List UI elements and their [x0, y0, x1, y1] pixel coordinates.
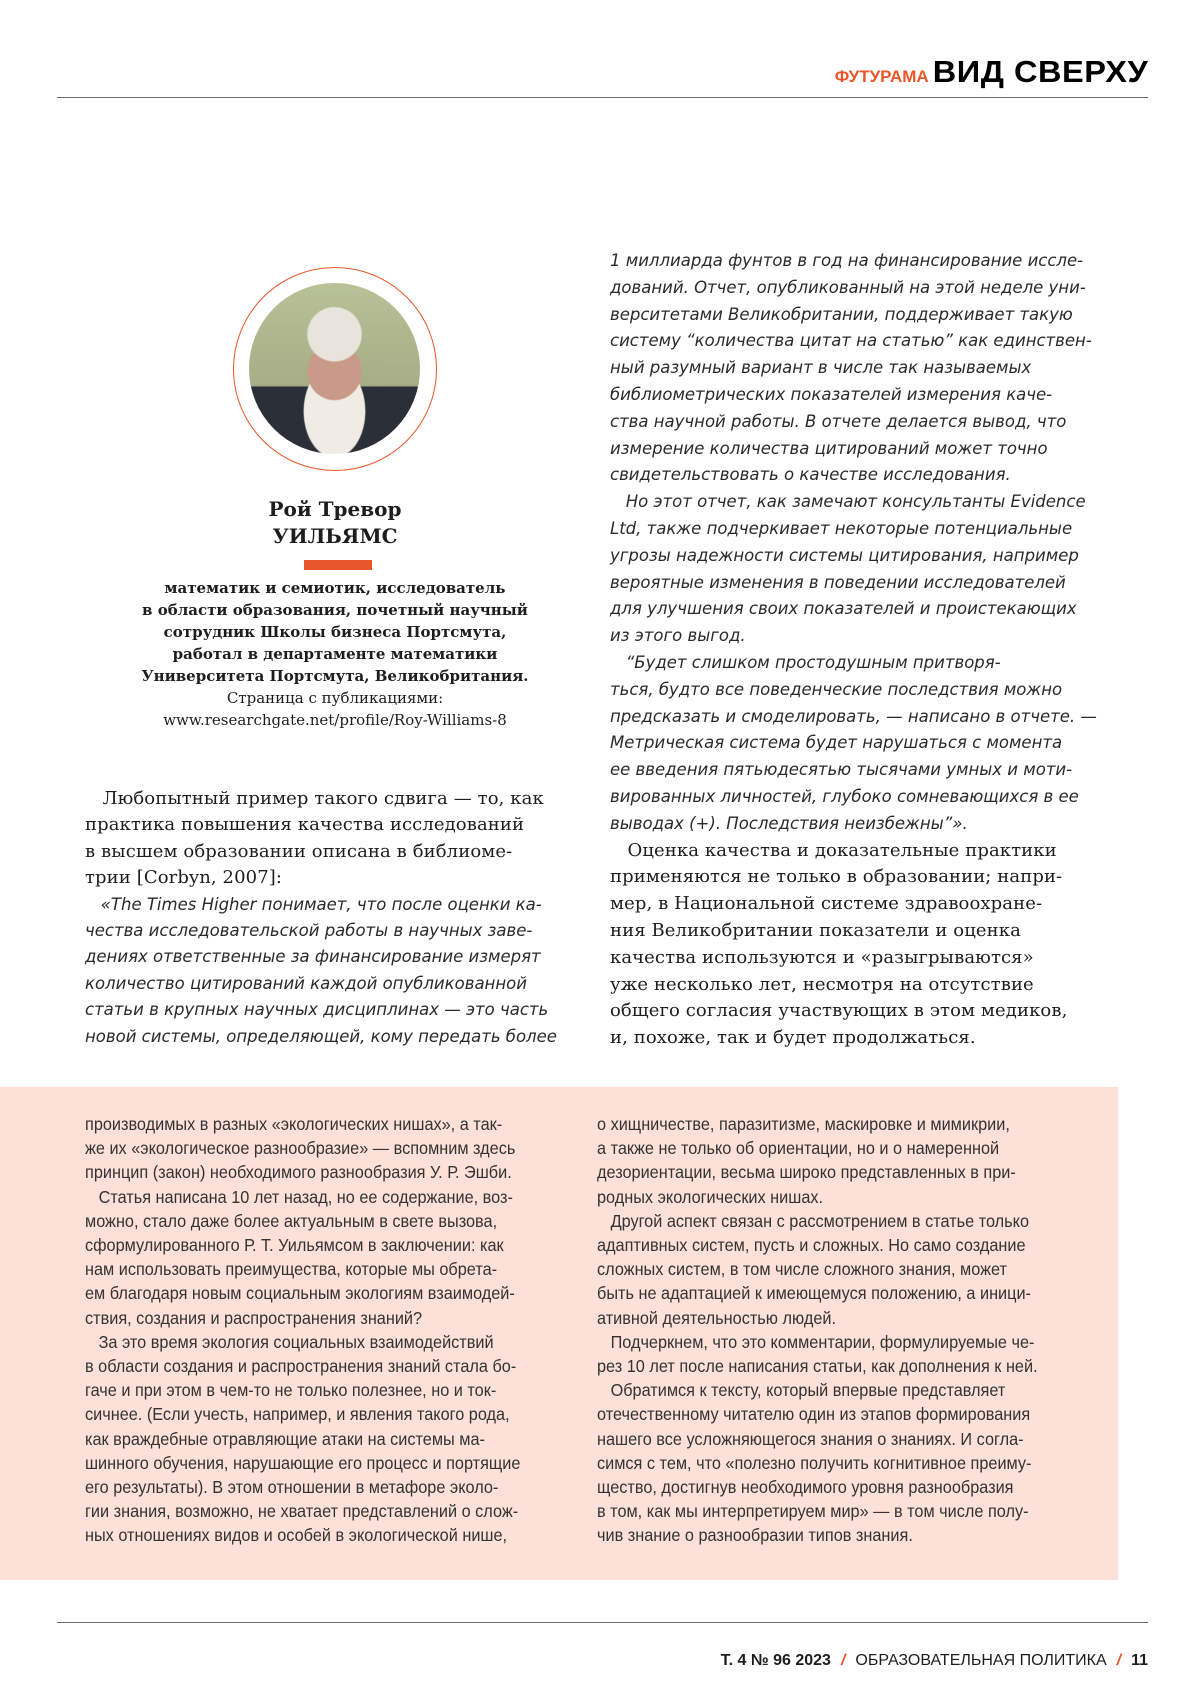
journal-name: ОБРАЗОВАТЕЛЬНАЯ ПОЛИТИКА — [855, 1652, 1106, 1670]
text-line: можно, стало даже более актуальным в свете вызова, — [85, 1209, 520, 1233]
text-line: Метрическая система будет нарушаться с момента — [610, 730, 1097, 757]
text-line: чив знание о разнообразии типов знания. — [597, 1523, 1038, 1547]
text-line: Подчеркнем, что это комментарии, формулируемые че- — [597, 1330, 1038, 1354]
text-line: Статья написана 10 лет назад, но ее содержание, воз- — [85, 1185, 520, 1209]
text-line: Оценка качества и доказательные практики — [610, 838, 1097, 865]
text-line: выводах (+). Последствия неизбежны”». — [610, 811, 1097, 838]
text-line: ства научной работы. В отчете делается вывод, что — [610, 409, 1097, 436]
text-line: 1 миллиарда фунтов в год на финансирование иссле- — [610, 248, 1097, 275]
author-name — [110, 496, 560, 550]
running-header — [835, 54, 1148, 90]
text-line: быть не адаптацией к имеющемуся положению, а иници- — [597, 1281, 1038, 1305]
separator: / — [1117, 1652, 1121, 1670]
author-description-line: работал в департаменте математики — [110, 643, 560, 665]
author-description-line: сотрудник Школы бизнеса Портсмута, — [110, 621, 560, 643]
text-line: Любопытный пример такого сдвига — то, как — [85, 786, 557, 812]
text-line: принцип (закон) необходимого разнообразия У. Р. Эшби. — [85, 1160, 520, 1184]
text-line: измерение количества цитирований может точно — [610, 436, 1097, 463]
text-line: библиометрических показателей измерения каче- — [610, 382, 1097, 409]
text-line: ния Великобритании показатели и оценка — [610, 918, 1097, 945]
text-line: в том, как мы интерпретируем мир» — в том числе полу- — [597, 1499, 1038, 1523]
section-label: ФУТУРАМА — [835, 67, 929, 87]
text-line: для улучшения своих показателей и проистекающих — [610, 596, 1097, 623]
text-line: применяются не только в образовании; напри- — [610, 864, 1097, 891]
text-line: и, похоже, так и будет продолжаться. — [610, 1025, 1097, 1052]
text-line: предсказать и смоделировать, — написано в отчете. — — [610, 704, 1097, 731]
text-line: адаптивных систем, пусть и сложных. Но само создание — [597, 1233, 1038, 1257]
publications-link[interactable]: www.researchgate.net/profile/Roy-Williams-8 — [110, 709, 560, 731]
text-line: щество, достигнув необходимого уровня разнообразия — [597, 1475, 1038, 1499]
text-line: Но этот отчет, как замечают консультанты Evidence — [610, 489, 1097, 516]
text-line: уже несколько лет, несмотря на отсутствие — [610, 972, 1097, 999]
text-line: симся с тем, что «полезно получить когнитивное преиму- — [597, 1451, 1038, 1475]
author-description-line: математик и семиотик, исследователь — [110, 577, 560, 599]
text-line: из этого выгод. — [610, 623, 1097, 650]
separator: / — [841, 1652, 845, 1670]
text-line: нам использовать преимущества, которые мы обрета- — [85, 1257, 520, 1281]
author-description-line: Университета Портсмута, Великобритания. — [110, 665, 560, 687]
text-line: мер, в Национальной системе здравоохране- — [610, 891, 1097, 918]
text-line: ем благодаря новым социальным экологиям взаимодей- — [85, 1281, 520, 1305]
page-number: 11 — [1131, 1652, 1148, 1670]
text-line: в области создания и распространения знаний стала бо- — [85, 1354, 520, 1378]
text-line: “Будет слишком простодушным притворя- — [610, 650, 1097, 677]
rubric-title: ВИД СВЕРХУ — [932, 54, 1148, 90]
text-line: рез 10 лет после написания статьи, как дополнения к ней. — [597, 1354, 1038, 1378]
text-line: общего согласия участвующих в этом медиков, — [610, 998, 1097, 1025]
text-line: Обратимся к тексту, который впервые представляет — [597, 1378, 1038, 1402]
text-line: как враждебные отравляющие атаки на системы ма- — [85, 1427, 520, 1451]
text-line: отечественному читателю один из этапов формирования — [597, 1402, 1038, 1426]
publications-label: Страница с публикациями: — [110, 687, 560, 709]
text-line: ативной деятельностью людей. — [597, 1306, 1038, 1330]
text-line: практика повышения качества исследований — [85, 812, 557, 838]
text-line: дезориентации, весьма широко представленных в при- — [597, 1160, 1038, 1184]
text-line: ных отношениях видов и особей в экологической нише, — [85, 1523, 520, 1547]
text-line: количество цитирований каждой опубликованной — [85, 971, 557, 997]
left-column-text — [85, 786, 557, 1050]
text-line: чества исследовательской работы в научных заве- — [85, 918, 557, 944]
text-line: родных экологических нишах. — [597, 1185, 1038, 1209]
text-line: дениях ответственные за финансирование измерят — [85, 944, 557, 970]
commentary-right-column — [597, 1112, 1071, 1548]
author-last-name: УИЛЬЯМС — [110, 523, 560, 550]
text-line: а также не только об ориентации, но и о намеренной — [597, 1136, 1038, 1160]
text-line: же их «экологическое разнообразие» — вспомним здесь — [85, 1136, 520, 1160]
text-line: его результаты). В этом отношении в метафоре эколо- — [85, 1475, 520, 1499]
right-column-text — [610, 248, 1097, 1052]
text-line: трии [Corbyn, 2007]: — [85, 865, 557, 891]
text-line: статьи в крупных научных дисциплинах — это часть — [85, 997, 557, 1023]
text-line: шинного обучения, нарушающие его процесс и портящие — [85, 1451, 520, 1475]
text-line: «The Times Higher понимает, что после оценки ка- — [85, 892, 557, 918]
text-line: сформулированного Р. Т. Уильямсом в заключении: как — [85, 1233, 520, 1257]
issue-number: Т. 4 № 96 2023 — [721, 1652, 831, 1670]
text-line: ный разумный вариант в числе так называемых — [610, 355, 1097, 382]
author-bio — [110, 577, 560, 731]
text-line: систему “количества цитат на статью” как единствен- — [610, 328, 1097, 355]
author-photo — [249, 283, 420, 454]
text-line: производимых в разных «экологических нишах», а так- — [85, 1112, 520, 1136]
text-line: ствия, создания и распространения знаний? — [85, 1306, 520, 1330]
text-line: Ltd, также подчеркивает некоторые потенциальные — [610, 516, 1097, 543]
text-line: угрозы надежности системы цитирования, например — [610, 543, 1097, 570]
text-line: За это время экология социальных взаимодействий — [85, 1330, 520, 1354]
text-line: сичнее. (Если учесть, например, и явления такого рода, — [85, 1402, 520, 1426]
text-line: сложных систем, в том числе сложного знания, может — [597, 1257, 1038, 1281]
text-line: вероятные изменения в поведении исследователей — [610, 570, 1097, 597]
text-line: свидетельствовать о качестве исследования. — [610, 462, 1097, 489]
text-line: вированных личностей, глубоко сомневающихся в ее — [610, 784, 1097, 811]
text-line: о хищничестве, паразитизме, маскировке и мимикрии, — [597, 1112, 1038, 1136]
footer-divider — [57, 1622, 1148, 1623]
text-line: новой системы, определяющей, кому передать более — [85, 1024, 557, 1050]
text-line: в высшем образовании описана в библиоме- — [85, 839, 557, 865]
commentary-left-column — [85, 1112, 553, 1548]
text-line: верситетами Великобритании, поддерживает такую — [610, 302, 1097, 329]
header-divider — [57, 97, 1148, 98]
text-line: ться, будто все поведенческие последствия можно — [610, 677, 1097, 704]
text-line: гаче и при этом в чем-то не только полезнее, но и ток- — [85, 1378, 520, 1402]
text-line: ее введения пятьюдесятью тысячами умных и моти- — [610, 757, 1097, 784]
author-description-line: в области образования, почетный научный — [110, 599, 560, 621]
text-line: качества используются и «разыгрываются» — [610, 945, 1097, 972]
page-footer — [721, 1652, 1148, 1670]
text-line: дований. Отчет, опубликованный на этой неделе уни- — [610, 275, 1097, 302]
author-photo-frame — [233, 267, 437, 471]
text-line: нашего все усложняющегося знания о знаниях. И согла- — [597, 1427, 1038, 1451]
text-line: гии знания, возможно, не хватает представлений о слож- — [85, 1499, 520, 1523]
accent-bar — [304, 560, 372, 570]
text-line: Другой аспект связан с рассмотрением в статье только — [597, 1209, 1038, 1233]
author-first-name: Рой Тревор — [110, 496, 560, 523]
